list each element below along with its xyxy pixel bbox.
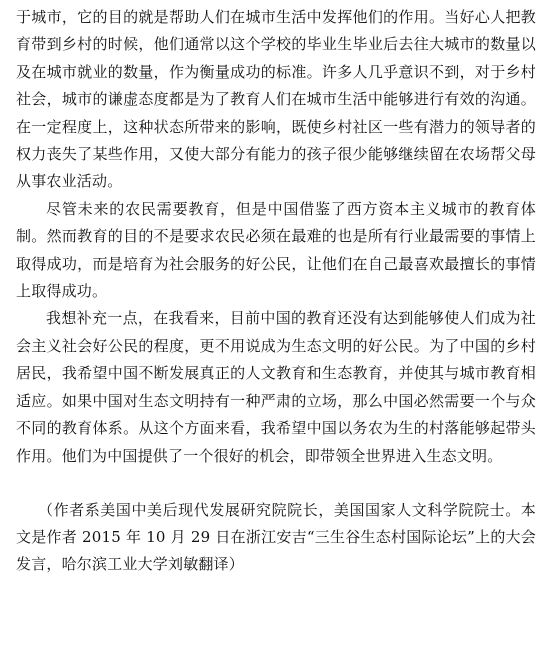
paragraph-education-system: 尽管未来的农民需要教育，但是中国借鉴了西方资本主义城市的教育体制。然而教育的目的不是要求农民必须在最难的也是所有行业最需要的事情上取得成功，而是培育为社会服务的好公民，让他们在自己最喜欢最擅长的事情上取得成功。 xyxy=(16,199,536,301)
author-note: （作者系美国中美后现代发展研究院院长，美国国家人文科学院院士。本文是作者 2015 年 10 月 29 日在浙江安吉“三生谷生态村国际论坛”上的大会发言，哈尔滨工业大学刘敏翻译） xyxy=(16,500,536,573)
paragraph-author-view: 我想补充一点，在我看来，目前中国的教育还没有达到能够使人们成为社会主义社会好公民的程度，更不用说成为生态文明的好公民。为了中国的乡村居民，我希望中国不断发展真正的人文教育和生态教育，并使其与城市教育相适应。如果中国对生态文明持有一种严肃的立场，那么中国必然需要一个与众不同的教育体系。从这个方面来看，我希望中国以务农为生的村落能够起带头作用。他们为中国提供了一个很好的机会，即带领全世界进入生态文明。 xyxy=(16,309,536,465)
paragraph-spacer xyxy=(16,470,536,497)
paragraph-continuation: 于城市，它的目的就是帮助人们在城市生活中发挥他们的作用。当好心人把教育带到乡村的时候，他们通常以这个学校的毕业生毕业后去往大城市的数量以及在城市就业的数量，作为衡量成功的标准。许多人几乎意识不到，对于乡村社会，城市的谦虚态度都是为了教育人们在城市生活中能够进行有效的沟通。在一定程度上，这种状态所带来的影响，既使乡村社区一些有潜力的领导者的权力丧失了某些作用，又使大部分有能力的孩子很少能够继续留在农场帮父母从事农业活动。 xyxy=(16,8,536,191)
